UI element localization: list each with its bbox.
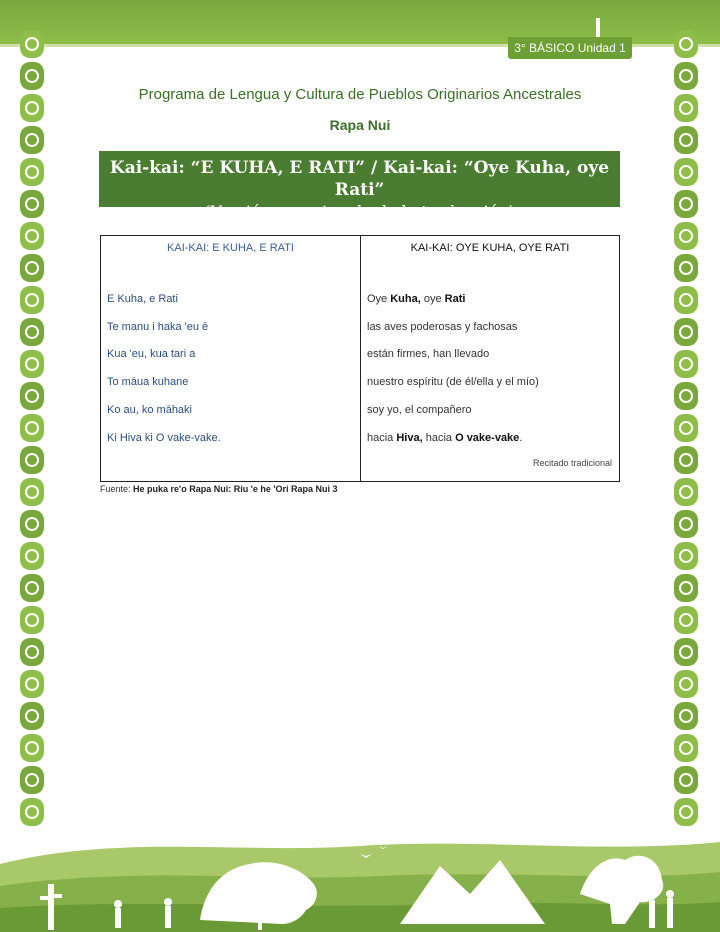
rapanui-line-2: Te manu i haka 'eu ē <box>107 321 209 333</box>
name-o-vake-vake: O vake-vake <box>455 432 520 444</box>
ornament-tile <box>674 446 698 474</box>
rapanui-line-5: Ko au, ko māhaki <box>107 404 192 416</box>
ornament-tile <box>20 766 44 794</box>
rapanui-header: KAI-KAI: E KUHA, E RATI <box>167 242 294 254</box>
ornament-tile <box>674 30 698 58</box>
spanish-line-1 <box>367 293 465 305</box>
ornament-tile <box>20 382 44 410</box>
ornament-tile <box>20 638 44 666</box>
ornament-tile <box>20 222 44 250</box>
recitation-credit: Recitado tradicional <box>532 458 612 468</box>
ornament-tile <box>20 702 44 730</box>
language-title: Rapa Nui <box>329 117 391 133</box>
ornament-tile <box>674 766 698 794</box>
ornament-tile <box>674 542 698 570</box>
landscape-illustration <box>0 824 720 932</box>
ornament-tile <box>20 670 44 698</box>
left-ornament-border <box>19 26 45 826</box>
unit-badge: 3° BÁSICO Unidad 1 <box>508 37 632 59</box>
banner-subtitle: (Versión aproximada de la traducción) <box>204 202 515 221</box>
spanish-line-5: soy yo, el compañero <box>367 404 472 416</box>
ornament-tile <box>674 414 698 442</box>
ornament-tile <box>674 702 698 730</box>
ornament-tile <box>674 734 698 762</box>
ornament-tile <box>674 254 698 282</box>
ornament-tile <box>674 574 698 602</box>
spiral-ornament-chain <box>19 26 45 826</box>
ornament-tile <box>20 542 44 570</box>
ornament-tile <box>674 510 698 538</box>
rapanui-line-6: Ki Hiva ki O vake-vake. <box>107 432 221 444</box>
text-run: Oye <box>367 293 391 305</box>
ornament-tile <box>20 510 44 538</box>
ornament-tile <box>20 350 44 378</box>
name-kuha: Kuha, <box>390 293 421 305</box>
text-run: hacia <box>367 432 397 444</box>
ornament-tile <box>20 574 44 602</box>
ornament-tile <box>674 222 698 250</box>
ornament-tile <box>674 350 698 378</box>
ornament-tile <box>20 414 44 442</box>
spanish-column <box>361 236 619 481</box>
ornament-tile <box>20 254 44 282</box>
spanish-line-2: las aves poderosas y fachosas <box>367 321 518 333</box>
ornament-tile <box>674 478 698 506</box>
ornament-tile <box>20 798 44 826</box>
rapanui-line-1: E Kuha, e Rati <box>107 293 178 305</box>
name-rati: Rati <box>444 293 466 305</box>
ornament-tile <box>20 30 44 58</box>
ornament-tile <box>20 446 44 474</box>
title-banner <box>99 151 620 221</box>
right-ornament-border <box>673 26 699 826</box>
ornament-tile <box>674 638 698 666</box>
ornament-tile <box>674 190 698 218</box>
ornament-tile <box>674 318 698 346</box>
ornament-tile <box>20 734 44 762</box>
ornament-tile <box>20 286 44 314</box>
spanish-line-3: están firmes, han llevado <box>367 348 490 360</box>
ornament-tile <box>674 606 698 634</box>
spiral-ornament-chain <box>673 26 699 826</box>
name-hiva: Hiva, <box>396 432 423 444</box>
spanish-line-6 <box>367 432 522 444</box>
ornament-tile <box>20 606 44 634</box>
ornament-tile <box>20 158 44 186</box>
text-run: . <box>519 432 523 444</box>
source-citation <box>100 484 338 494</box>
ornament-tile <box>20 318 44 346</box>
banner-title: Kai-kai: “E KUHA, E RATI” / Kai-kai: “Oye Kuha, oye Rati” <box>109 158 610 200</box>
text-run: hacia <box>422 432 456 444</box>
ornament-tile <box>674 382 698 410</box>
ornament-tile <box>674 670 698 698</box>
poem-table <box>100 235 620 482</box>
source-title: He puka re'o Rapa Nui: Riu 'e he 'Ori Rapa Nui 3 <box>133 484 338 494</box>
rapanui-line-3: Kua 'eu, kua tari a <box>107 348 196 360</box>
rapanui-line-4: To māua kuhane <box>107 376 189 388</box>
spanish-line-4: nuestro espíritu (de él/ella y el mío) <box>367 376 539 388</box>
ornament-tile <box>20 190 44 218</box>
source-label: Fuente: <box>100 484 134 494</box>
spanish-header: KAI-KAI: OYE KUHA, OYE RATI <box>410 242 570 254</box>
ornament-tile <box>674 158 698 186</box>
rapanui-column <box>101 236 360 481</box>
program-title: Programa de Lengua y Cultura de Pueblos Originarios Ancestrales <box>138 86 582 103</box>
ornament-tile <box>20 478 44 506</box>
ornament-tile <box>674 798 698 826</box>
text-run: oye <box>420 293 445 305</box>
ornament-tile <box>674 286 698 314</box>
